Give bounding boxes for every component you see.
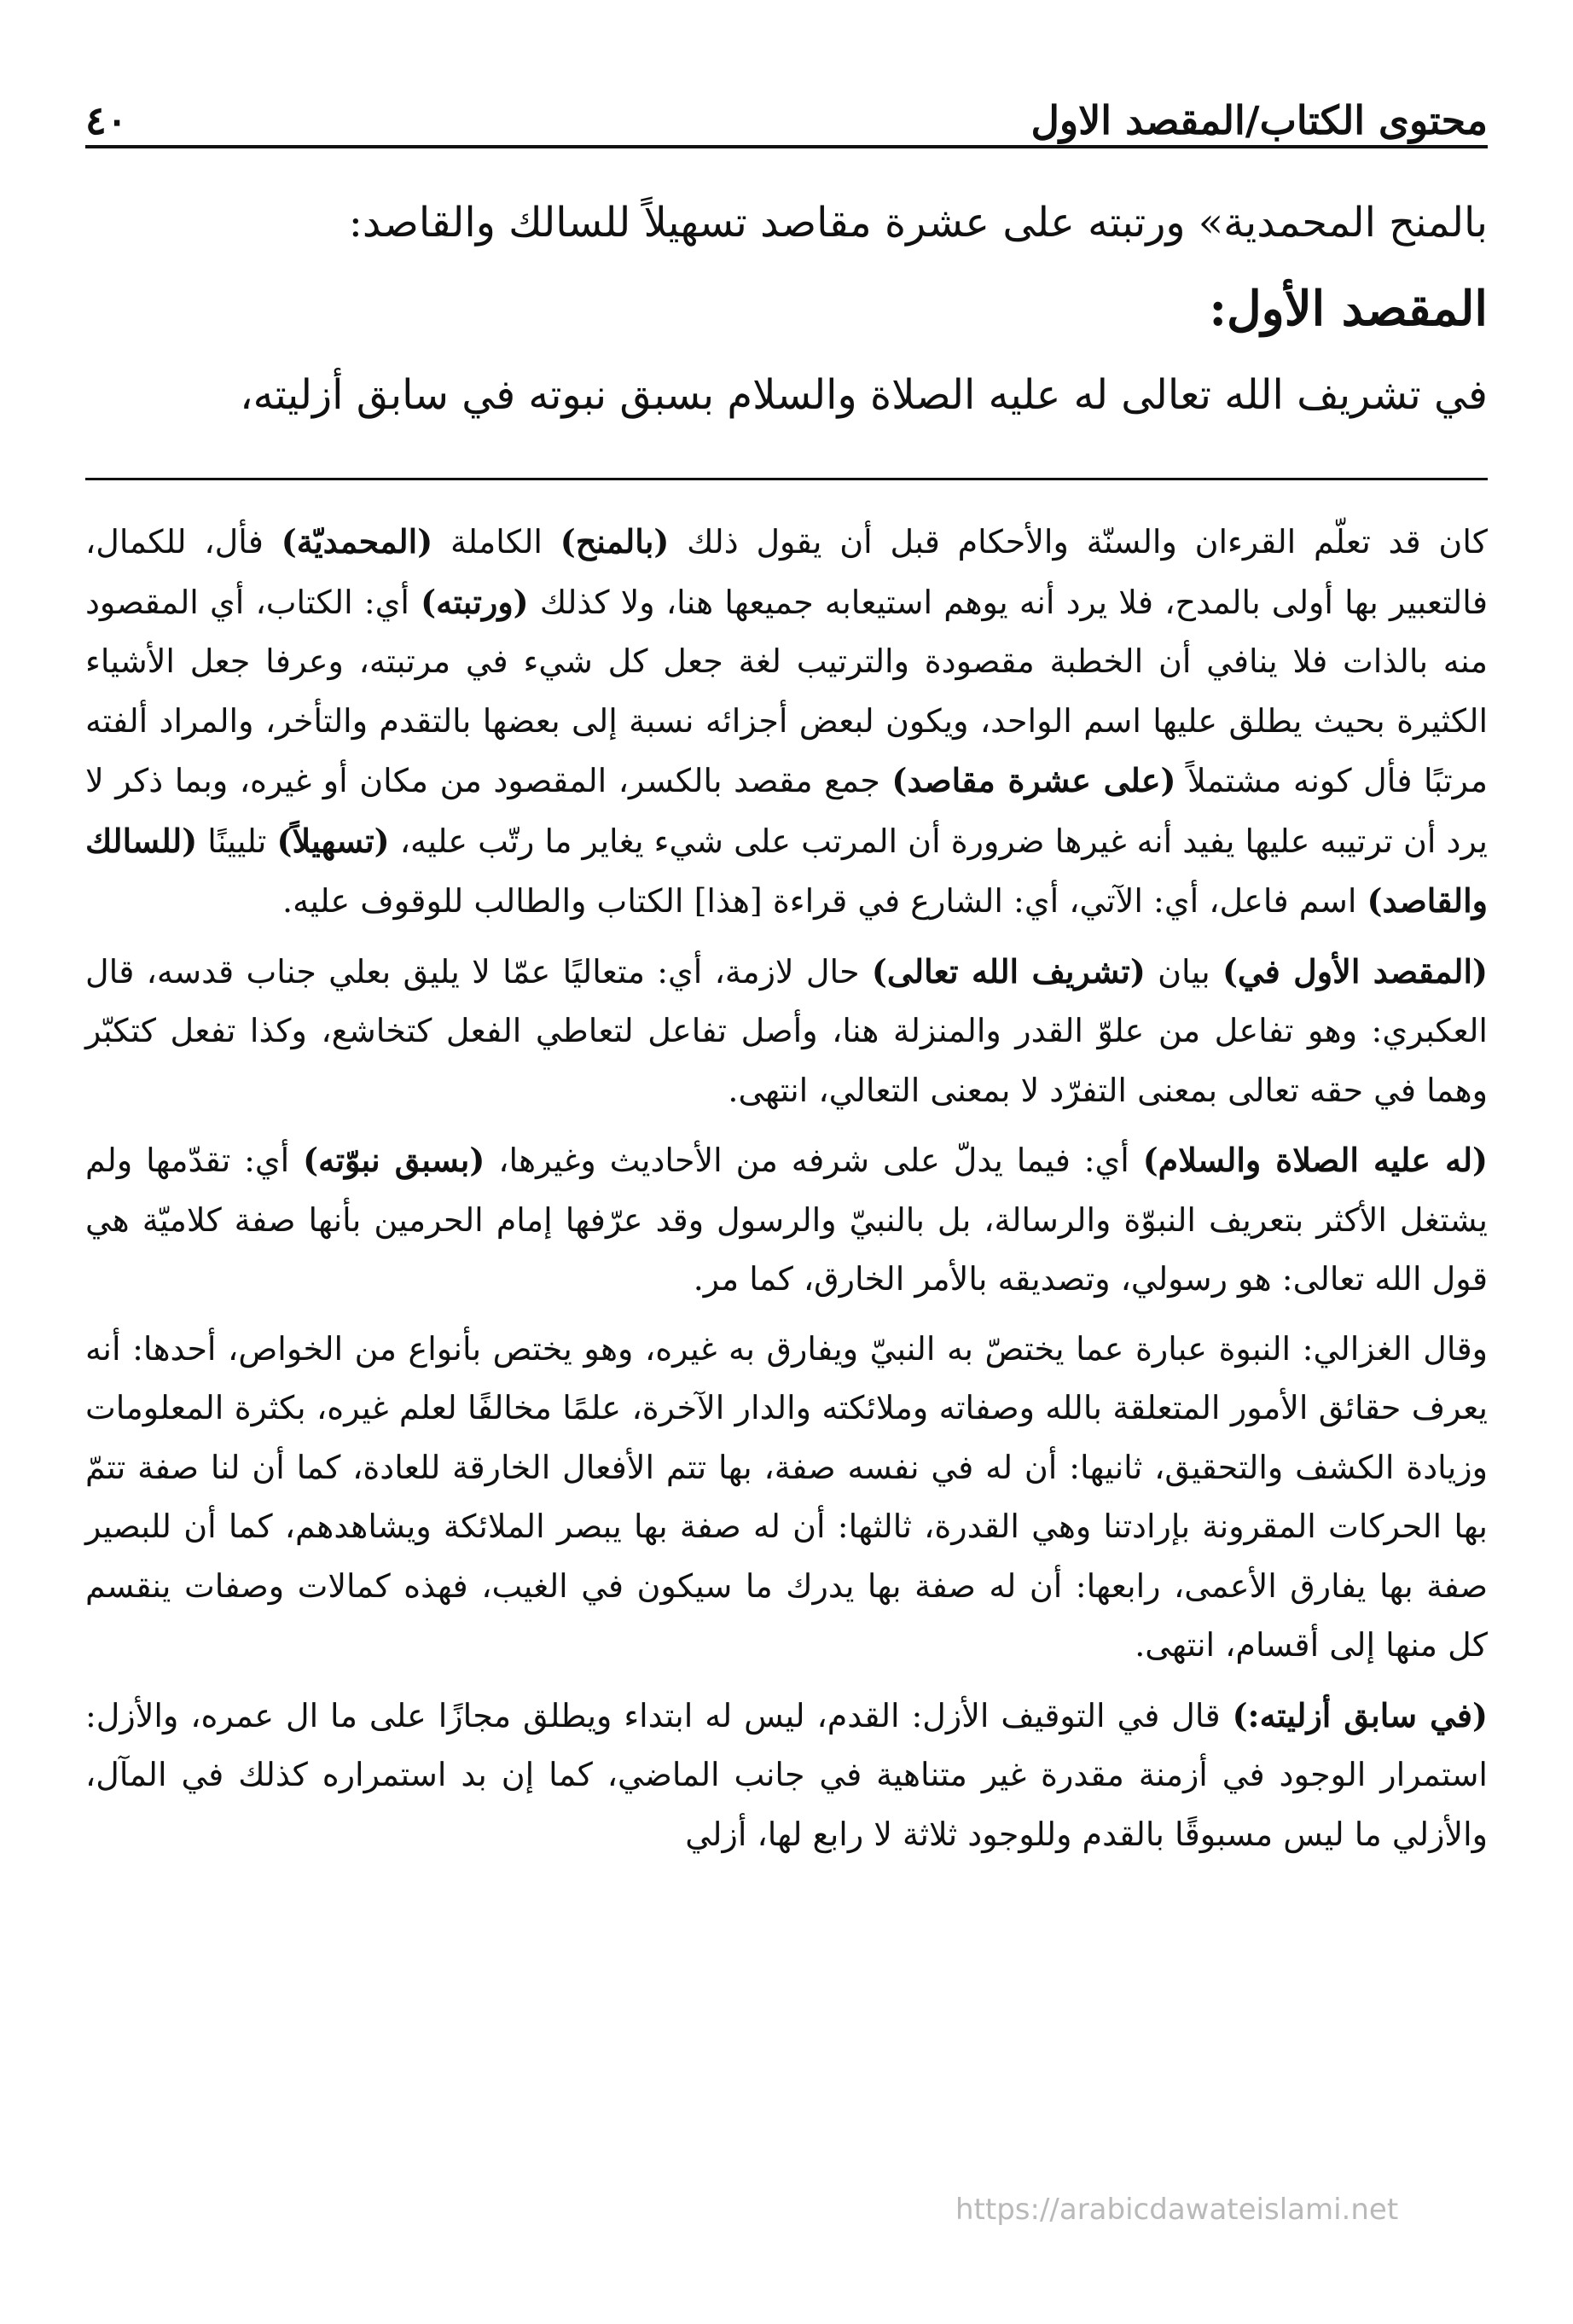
bold-lemma: (المقصد الأول في) xyxy=(1222,951,1489,991)
bold-lemma: (تشريف الله تعالى) xyxy=(871,951,1146,991)
commentary-block xyxy=(85,512,1488,1874)
section-heading: المقصد الأول: xyxy=(1209,281,1488,337)
bold-lemma: (بسبق نبوّته) xyxy=(303,1141,485,1179)
matn-divider xyxy=(85,478,1488,480)
matn-block xyxy=(85,183,1488,434)
header-divider xyxy=(85,145,1488,148)
running-header xyxy=(85,75,1488,143)
bold-lemma: (المحمديّة) xyxy=(281,522,433,561)
bold-lemma: (للسالك والقاصد) xyxy=(85,821,1488,920)
bold-lemma: (له عليه الصلاة والسلام) xyxy=(1142,1141,1488,1179)
matn-line-1: بالمنح المحمدية» ورتبته على عشرة مقاصد تسهيلاً للسالك والقاصد: xyxy=(348,199,1488,247)
watermark-url: https://arabicdawateislami.net xyxy=(955,2193,1399,2227)
bold-lemma: (بالمنح) xyxy=(560,522,670,561)
page-number: ٤٠ xyxy=(85,97,128,143)
commentary-paragraph: (المقصد الأول في) بيان (تشريف الله تعالى) حال لازمة، أي: متعاليًا عمّا لا يليق بعلي جناب قدسه، قال العكبري: وهو تفاعل من علوّ القدر والمنزلة هنا، وأصل تفاعل لتعاطي الفعل كتخاشع، وكذا تفعل كتكبّر وهما في حقه تعالى بمعنى التفرّد لا بمعنى التعالي، انتهى. xyxy=(85,951,1489,1109)
bold-lemma: (ورتبته) xyxy=(421,582,529,621)
commentary-paragraph: (له عليه الصلاة والسلام) أي: فيما يدلّ على شرفه من الأحاديث وغيرها، (بسبق نبوّته) أي: تقدّمها ولم يشتغل الأكثر بتعريف النبوّة والرسالة، بل بالنبيّ والرسول وقد عرّفها إمام الحرمين بأنها صفة كلاميّة هي قول الله تعالى: هو رسولي، وتصديقه بالأمر الخارق، كما مر. xyxy=(85,1141,1488,1298)
running-title: محتوى الكتاب/المقصد الاول xyxy=(1030,97,1488,143)
commentary-paragraph: كان قد تعلّم القرءان والسنّة والأحكام قبل أن يقول ذلك (بالمنح) الكاملة (المحمديّة) فأل، للكمال، فالتعبير بها أولى بالمدح، فلا يرد أنه يوهم استيعابه جميعها هنا، ولا كذلك (ورتبته) أي: الكتاب، أي المقصود منه بالذات فلا ينافي أن الخطبة مقصودة والترتيب لغة جعل كل شيء في مرتبته، وعرفا جعل الأشياء الكثيرة بحيث يطلق عليها اسم الواحد، ويكون لبعض أجزائه نسبة إلى بعضها بالتقدم والتأخر، والمراد ألفته مرتبًا فأل كونه مشتملاً (على عشرة مقاصد) جمع مقصد بالكسر، المقصود من مكان أو غيره، وبما ذكر لا يرد أن ترتيبه عليها يفيد أنه غيرها ضرورة أن المرتب على شيء يغاير ما رتّب عليه، (تسهيلاً) تليينًا (للسالك والقاصد) اسم فاعل، أي: الآتي، أي: الشارع في قراءة [هذا] الكتاب والطالب للوقوف عليه. xyxy=(85,522,1488,920)
commentary-paragraph: وقال الغزالي: النبوة عبارة عما يختصّ به النبيّ ويفارق به غيره، وهو يختص بأنواع من الخواص، أحدها: أنه يعرف حقائق الأمور المتعلقة بالله وصفاته وملائكته والدار الآخرة، علمًا مخالفًا لعلم غيره، بكثرة المعلومات وزيادة الكشف والتحقيق، ثانيها: أن له في نفسه صفة، بها تتم الأفعال الخارقة للعادة، كما أن لنا صفة تتمّ بها الحركات المقرونة بإرادتنا وهي القدرة، ثالثها: أن له صفة بها يبصر الملائكة ويشاهدهم، كما أن للبصير صفة بها يفارق الأعمى، رابعها: أن له صفة بها يدرك ما سيكون في الغيب، فهذه كمالات وصفات ينقسم كل منها إلى أقسام، انتهى. xyxy=(85,1329,1488,1664)
bold-lemma: (تسهيلاً) xyxy=(276,821,390,860)
matn-line-2: في تشريف الله تعالى له عليه الصلاة والسلام بسبق نبوته في سابق أزليته، xyxy=(240,371,1488,419)
commentary-paragraph: (في سابق أزليته:) قال في التوقيف الأزل: القدم، ليس له ابتداء ويطلق مجازًا على ما ال عمره، والأزل: استمرار الوجود في أزمنة مقدرة غير متناهية في جانب الماضي، كما إن بد استمراره كذلك في المآل، والأزلي ما ليس مسبوقًا بالقدم وللوجود ثلاثة لا رابع لها، أزلي xyxy=(85,1695,1489,1853)
bold-lemma: (على عشرة مقاصد) xyxy=(891,761,1176,799)
bold-lemma: (في سابق أزليته:) xyxy=(1232,1695,1489,1734)
